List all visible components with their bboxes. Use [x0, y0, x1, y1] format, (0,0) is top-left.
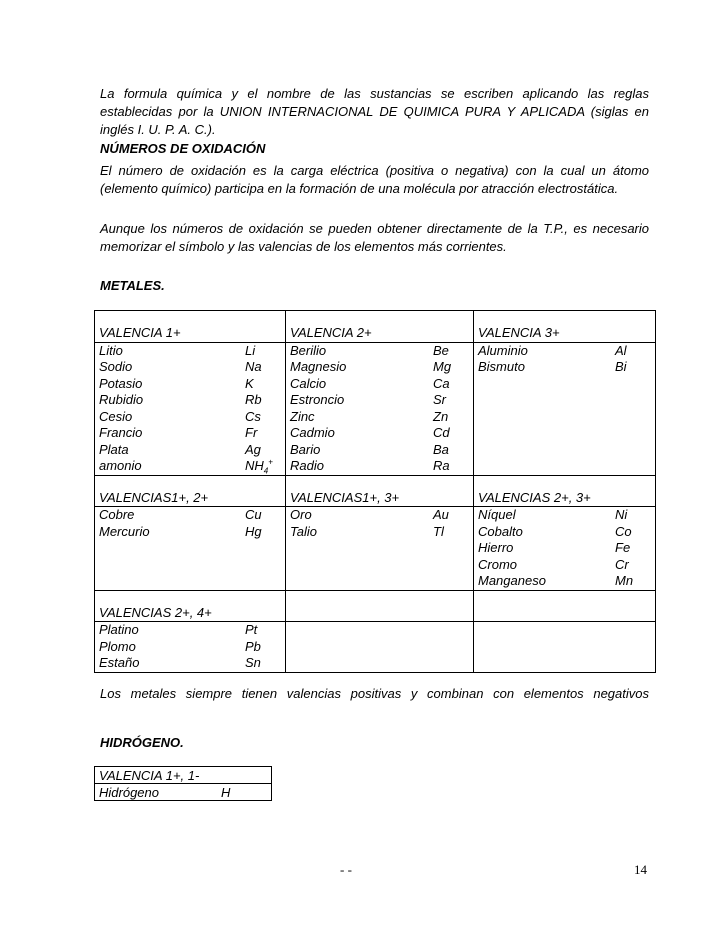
element-name: Plata	[99, 441, 129, 457]
element-name: Hierro	[478, 540, 514, 555]
element-list	[95, 507, 286, 591]
element-symbol: Pt	[245, 622, 258, 637]
element-symbol: Cu	[245, 507, 262, 522]
intro-paragraph: La formula química y el nombre de las sustancias se escriben aplicando las reglas establecidas por la UNION INTERNACIONAL DE QUIMICA PURA Y APLICADA (siglas en inglés I. U. P. A. C.).	[100, 86, 649, 137]
element-symbol: Au	[433, 507, 449, 522]
element-row	[290, 392, 467, 409]
element-name: Mercurio	[99, 523, 150, 539]
element-symbol: Na	[245, 359, 262, 374]
element-row	[99, 392, 279, 409]
element-list	[286, 507, 474, 591]
element-list	[286, 342, 474, 475]
valence-header: VALENCIAS 2+, 4+	[95, 605, 286, 622]
page-number: 14	[634, 862, 647, 877]
element-row	[99, 442, 279, 459]
element-symbol: Al	[615, 342, 627, 358]
valence-header: VALENCIA 1+	[95, 325, 286, 342]
element-symbol: Pb	[245, 638, 261, 654]
element-symbol: Sr	[433, 392, 446, 407]
element-name: Aluminio	[478, 342, 528, 358]
metales-note: Los metales siempre tienen valencias positivas y combinan con elementos negativos	[100, 686, 649, 701]
element-name: Potasio	[99, 375, 143, 391]
element-row	[99, 359, 279, 376]
element-row	[290, 425, 467, 442]
hydrogen-row	[99, 785, 267, 800]
element-symbol: Zn	[433, 408, 449, 424]
element-symbol: Be	[433, 342, 449, 358]
element-symbol: Cr	[615, 556, 629, 572]
footer-center: - -	[340, 862, 352, 877]
element-row	[478, 343, 649, 360]
valence-header: VALENCIAS1+, 3+	[286, 490, 474, 507]
element-name: Cromo	[478, 556, 518, 572]
element-row	[99, 425, 279, 442]
element-symbol: Hg	[245, 523, 262, 539]
element-list	[474, 342, 656, 475]
element-symbol: Cs	[245, 408, 261, 424]
element-symbol: Ba	[433, 441, 449, 457]
element-row	[99, 639, 279, 656]
element-name: Oro	[290, 507, 312, 522]
element-row	[478, 359, 649, 376]
element-row	[99, 376, 279, 393]
element-name: Talio	[290, 523, 317, 539]
element-row	[99, 409, 279, 426]
element-name: Rubidio	[99, 392, 144, 407]
element-row	[478, 524, 649, 541]
element-symbol: K	[245, 375, 254, 391]
valence-header: VALENCIAS 2+, 3+	[474, 490, 656, 507]
element-row	[478, 573, 649, 590]
element-row	[290, 458, 467, 475]
element-row	[478, 507, 649, 524]
hydrogen-header: VALENCIA 1+, 1-	[95, 767, 272, 784]
ox-definition: El número de oxidación es la carga eléctrica (positiva o negativa) con la cual un átomo (elemento químico) participa en la formación de una molécula por atracción electrostática.	[100, 163, 649, 196]
element-name: Bismuto	[478, 359, 525, 374]
metales-heading: METALES.	[100, 278, 165, 293]
ox-note: Aunque los números de oxidación se pueden obtener directamente de la T.P., es necesario memorizar el símbolo y las valencias de los elementos más corrientes.	[100, 221, 649, 254]
element-name: Estaño	[99, 655, 140, 670]
element-row	[99, 655, 279, 672]
element-list	[95, 342, 286, 475]
element-symbol: Li	[245, 342, 256, 358]
element-name: Manganeso	[478, 573, 546, 588]
element-symbol: Ag	[245, 441, 261, 457]
valence-header	[286, 605, 474, 622]
element-row	[99, 524, 279, 541]
element-symbol: Fe	[615, 540, 631, 555]
element-name: Radio	[290, 458, 324, 473]
element-symbol: Ca	[433, 375, 450, 391]
valence-header: VALENCIAS1+, 2+	[95, 490, 286, 507]
metals-valence-table	[94, 310, 656, 673]
element-name: Cobre	[99, 507, 135, 522]
element-name: Estroncio	[290, 392, 345, 407]
element-row	[290, 359, 467, 376]
element-row	[99, 622, 279, 639]
element-row	[99, 507, 279, 524]
element-symbol: Mg	[433, 359, 452, 374]
valence-header: VALENCIA 3+	[474, 325, 656, 342]
element-row	[290, 376, 467, 393]
element-name: Platino	[99, 622, 139, 637]
element-name: Litio	[99, 342, 123, 358]
element-name: Cobalto	[478, 523, 523, 539]
element-symbol: Rb	[245, 392, 262, 407]
element-symbol: Co	[615, 523, 632, 539]
element-symbol: Mn	[615, 573, 634, 588]
element-symbol: Fr	[245, 425, 258, 440]
element-name: Sodio	[99, 359, 133, 374]
element-symbol: Bi	[615, 359, 627, 374]
element-name: Plomo	[99, 638, 136, 654]
hidrogeno-heading: HIDRÓGENO.	[100, 735, 184, 750]
element-row	[290, 343, 467, 360]
element-row	[290, 409, 467, 426]
element-row	[99, 343, 279, 360]
hydrogen-table	[94, 766, 272, 801]
element-name: Francio	[99, 425, 143, 440]
element-symbol: Ra	[433, 458, 450, 473]
element-row	[290, 524, 467, 541]
element-row	[99, 458, 279, 475]
element-row	[478, 540, 649, 557]
element-row	[478, 557, 649, 574]
element-symbol: H	[221, 785, 231, 800]
element-list	[95, 622, 286, 673]
element-name: Níquel	[478, 507, 516, 522]
element-name: Berilio	[290, 342, 327, 358]
element-name: Calcio	[290, 375, 327, 391]
element-name: Hidrógeno	[99, 785, 159, 800]
element-row	[290, 442, 467, 459]
element-name: Cesio	[99, 408, 133, 424]
valence-header: VALENCIA 2+	[286, 325, 474, 342]
element-name: amonio	[99, 458, 142, 473]
element-symbol: Tl	[433, 523, 444, 539]
element-name: Magnesio	[290, 359, 347, 374]
element-symbol: Sn	[245, 655, 261, 670]
element-row	[290, 507, 467, 524]
element-symbol: Cd	[433, 425, 450, 440]
element-name: Cadmio	[290, 425, 335, 440]
valence-header	[474, 605, 656, 622]
element-list	[286, 622, 474, 673]
element-symbol: $NH_4^+$	[245, 457, 273, 476]
element-list	[474, 622, 656, 673]
element-name: Zinc	[290, 408, 315, 424]
ox-heading: NÚMEROS DE OXIDACIÓN	[100, 141, 266, 156]
element-symbol: Ni	[615, 507, 628, 522]
element-list	[474, 507, 656, 591]
element-name: Bario	[290, 441, 321, 457]
